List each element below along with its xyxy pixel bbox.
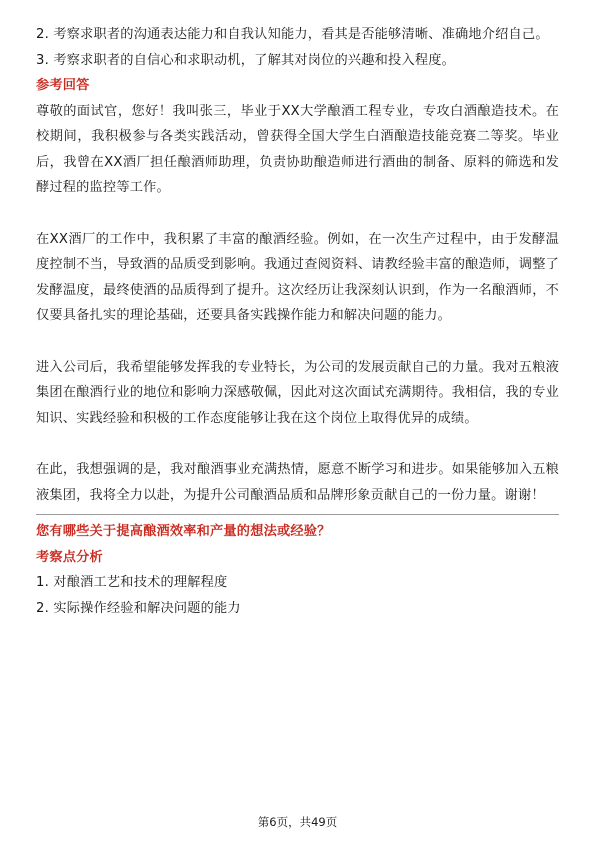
section-divider bbox=[36, 514, 559, 515]
question-title: 您有哪些关于提高酿酒效率和产量的想法或经验？ bbox=[36, 524, 331, 539]
list-item: 2. 考察求职者的沟通表达能力和自我认知能力，看其是否能够清晰、准确地介绍自己。 bbox=[36, 27, 549, 42]
list-item: 2. 实际操作经验和解决问题的能力 bbox=[36, 600, 241, 616]
answer-paragraph: 在此，我想强调的是，我对酿酒事业充满热情，愿意不断学习和进步。如果能够加入五粮液集团，我将全力以赴，为提升公司酿酒品质和品牌形象贡献自己的一份力量。谢谢！ bbox=[36, 462, 559, 503]
answer-paragraph: 尊敬的面试官，您好！我叫张三，毕业于XX大学酿酒工程专业，专攻白酒酿造技术。在校期间，我积极参与各类实践活动，曾获得全国大学生白酒酿造技能竞赛二等奖。毕业后，我曾在XX酒厂担任酿酒师助理，负责协助酿造师进行酒曲的制备、原料的筛选和发酵过程的监控等工作。 bbox=[36, 103, 559, 195]
page-number: 第6页，共49页 bbox=[257, 815, 338, 829]
answer-paragraph: 在XX酒厂的工作中，我积累了丰富的酿酒经验。例如，在一次生产过程中，由于发酵温度控制不当，导致酒的品质受到影响。我通过查阅资料、请教经验丰富的酿造师，调整了发酵温度，最终使酒的品质得到了提升。这次经历让我深刻认识到，作为一名酿酒师，不仅要具备扎实的理论基础，还要具备实践操作能力和解决问题的能力。 bbox=[36, 231, 559, 323]
list-item: 3. 考察求职者的自信心和求职动机，了解其对岗位的兴趣和投入程度。 bbox=[36, 52, 455, 68]
analysis-heading: 考察点分析 bbox=[36, 549, 103, 565]
paragraph-gap bbox=[36, 201, 559, 227]
page-content bbox=[36, 22, 559, 621]
paragraph-gap bbox=[36, 431, 559, 457]
answer-heading: 参考回答 bbox=[36, 78, 90, 93]
list-item: 1. 对酿酒工艺和技术的理解程度 bbox=[36, 575, 228, 590]
paragraph-gap bbox=[36, 329, 559, 355]
answer-paragraph: 进入公司后，我希望能够发挥我的专业特长，为公司的发展贡献自己的力量。我对五粮液集团在酿酒行业的地位和影响力深感敬佩，因此对这次面试充满期待。我相信，我的专业知识、实践经验和积极的工作态度能够让我在这个岗位上取得优异的成绩。 bbox=[36, 359, 559, 426]
